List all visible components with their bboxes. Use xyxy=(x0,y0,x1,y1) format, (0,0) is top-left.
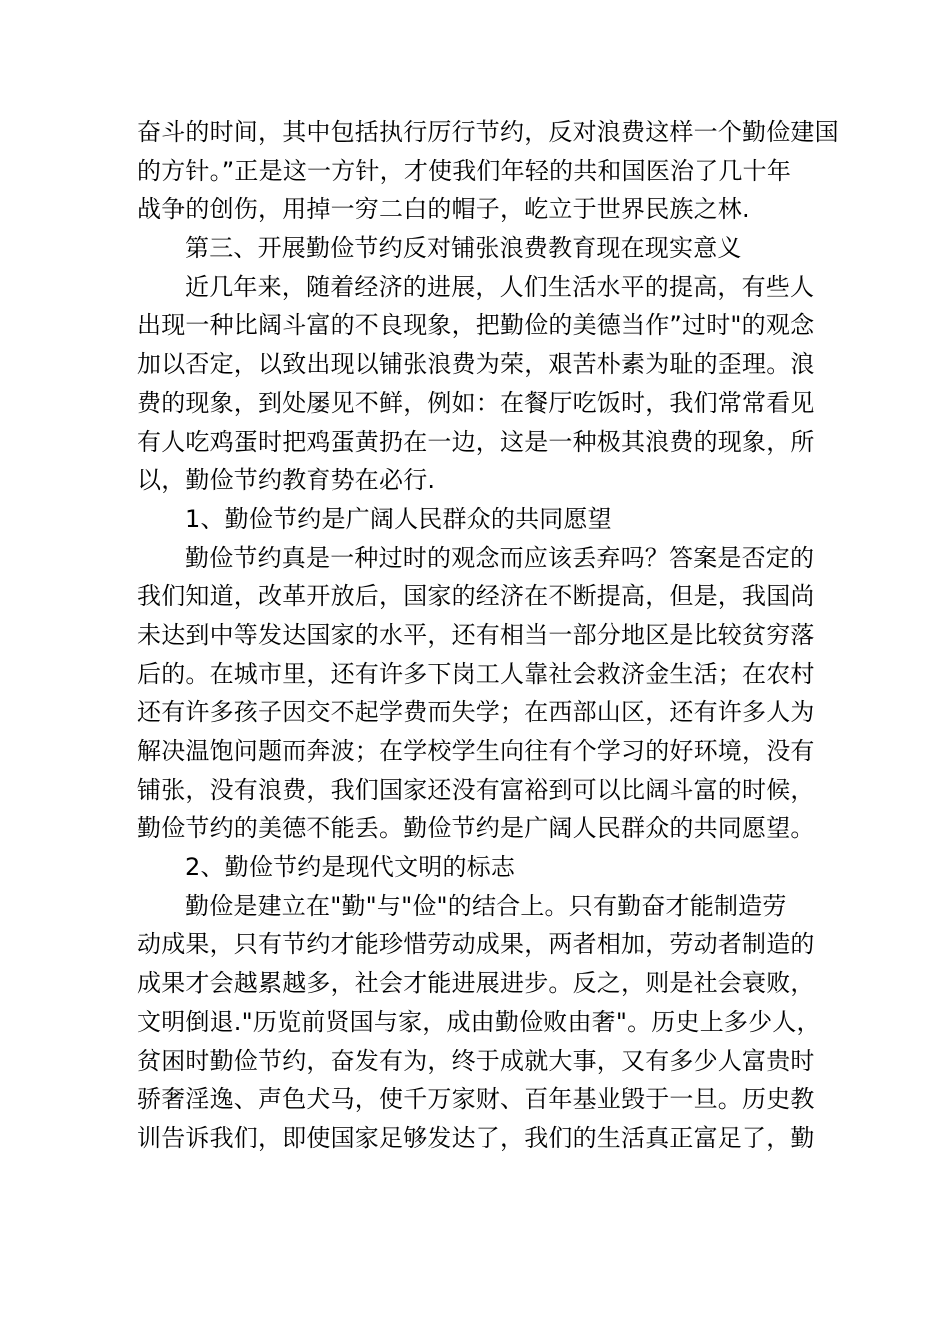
text-line: 骄奢淫逸、声色犬马，使千万家财、百年基业毁于一旦。历史教 xyxy=(137,1085,815,1114)
text-line: 我们知道，改革开放后，国家的经济在不断提高，但是，我国尚 xyxy=(137,582,815,611)
text-line: 加以否定，以致出现以铺张浪费为荣，艰苦朴素为耻的歪理。浪 xyxy=(137,350,815,379)
text-line: 勤俭节约真是一种过时的观念而应该丢弃吗？答案是否定的 xyxy=(185,543,815,572)
text-line: 有人吃鸡蛋时把鸡蛋黄扔在一边，这是一种极其浪费的现象，所 xyxy=(137,427,815,456)
text-line: 费的现象，到处屡见不鲜，例如：在餐厅吃饭时，我们常常看见 xyxy=(137,388,815,417)
document-body xyxy=(137,113,839,1158)
text-line: 出现一种比阔斗富的不良现象，把勤俭的美德当作”过时"的观念 xyxy=(137,311,815,340)
text-line: 后的。在城市里，还有许多下岗工人靠社会救济金生活；在农村 xyxy=(137,659,815,688)
text-line: 第三、开展勤俭节约反对铺张浪费教育现在现实意义 xyxy=(185,234,742,263)
text-line: 铺张，没有浪费，我们国家还没有富裕到可以比阔斗富的时候， xyxy=(137,775,815,804)
text-line: 的方针。”正是这一方针，才使我们年轻的共和国医治了几十年 xyxy=(137,156,792,185)
text-line: 1、勤俭节约是广阔人民群众的共同愿望 xyxy=(185,504,612,533)
text-line: 勤俭节约的美德不能丢。勤俭节约是广阔人民群众的共同愿望。 xyxy=(137,814,815,843)
text-line: 还有许多孩子因交不起学费而失学；在西部山区，还有许多人为 xyxy=(137,698,815,727)
text-line: 文明倒退."历览前贤国与家，成由勤俭败由奢"。历史上多少人， xyxy=(137,1007,821,1036)
text-line: 2、勤俭节约是现代文明的标志 xyxy=(185,853,516,882)
text-line: 贫困时勤俭节约，奋发有为，终于成就大事，又有多少人富贵时 xyxy=(137,1046,815,1075)
text-line: 动成果，只有节约才能珍惜劳动成果，两者相加，劳动者制造的 xyxy=(137,930,815,959)
text-line: 未达到中等发达国家的水平，还有相当一部分地区是比较贫穷落 xyxy=(137,620,815,649)
text-line: 解决温饱问题而奔波；在学校学生向往有个学习的好环境，没有 xyxy=(137,737,815,765)
text-line: 成果才会越累越多，社会才能进展进步。反之，则是社会衰败， xyxy=(137,969,815,998)
text-line: 近几年来，随着经济的进展，人们生活水平的提高，有些人 xyxy=(185,272,815,301)
text-line: 勤俭是建立在"勤"与"俭"的结合上。只有勤奋才能制造劳 xyxy=(185,891,787,920)
text-line: 训告诉我们，即使国家足够发达了，我们的生活真正富足了，勤 xyxy=(137,1123,815,1152)
text-line: 战争的创伤，用掉一穷二白的帽子，屹立于世界民族之林. xyxy=(137,195,750,224)
text-line: 以，勤俭节约教育势在必行. xyxy=(137,466,436,495)
text-line: 奋斗的时间，其中包括执行厉行节约，反对浪费这样一个勤俭建国 xyxy=(137,118,839,146)
